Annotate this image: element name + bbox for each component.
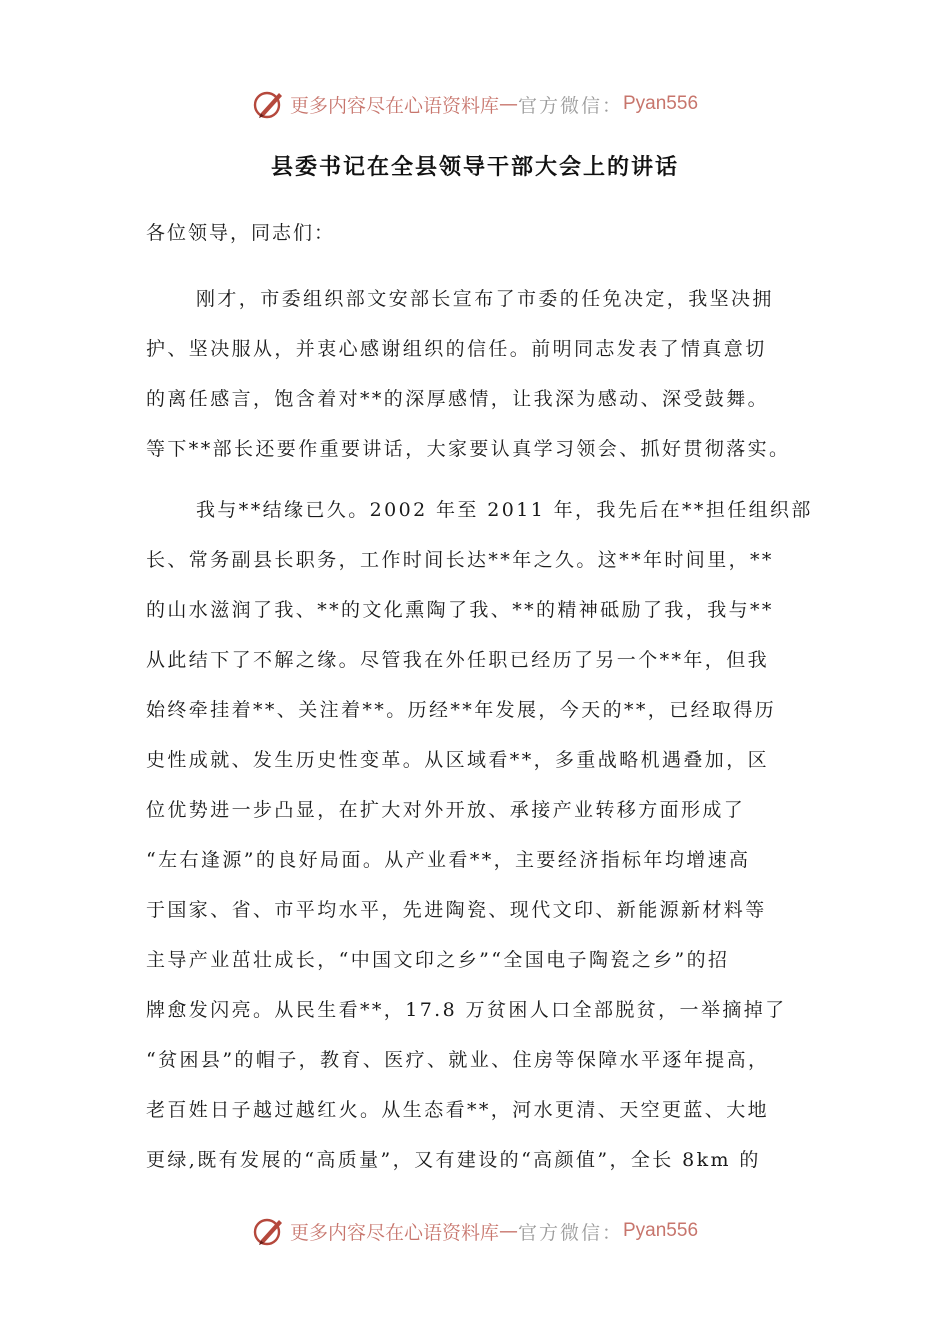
official-label: 官方微信： (517, 94, 623, 117)
paragraph-line: 等下**部长还要作重要讲话，大家要认真学习领会、抓好贯彻落实。 (146, 438, 791, 460)
banner-separator: — (498, 93, 518, 115)
pen-logo-icon (252, 1214, 286, 1248)
paragraph-line: 老百姓日子越过越红火。从生态看**，河水更清、天空更蓝、大地 (146, 1099, 770, 1121)
paragraph-1 (146, 274, 806, 474)
paragraph-line: 护、坚决服从，并衷心感谢组织的信任。前明同志发表了情真意切 (146, 338, 767, 360)
pen-logo-icon (252, 87, 286, 121)
paragraph-line: “贫困县”的帽子，教育、医疗、就业、住房等保障水平逐年提高， (146, 1049, 770, 1071)
paragraph-line: 牌愈发闪亮。从民生看**，17.8 万贫困人口全部脱贫，一举摘掉了 (146, 999, 787, 1021)
paragraph-line: 更绿,既有发展的“高质量”，又有建设的“高颜值”，全长 8km 的 (146, 1149, 761, 1171)
paragraph-line: 从此结下了不解之缘。尽管我在外任职已经历了另一个**年，但我 (146, 649, 770, 671)
footer-banner (0, 1211, 950, 1251)
salutation: 各位领导，同志们： (146, 222, 336, 244)
paragraph-line: 主导产业茁壮成长，“中国文印之乡”“全国电子陶瓷之乡”的招 (146, 949, 730, 971)
paragraph-line: 于国家、省、市平均水平，先进陶瓷、现代文印、新能源新材料等 (146, 899, 767, 921)
wechat-handle: Pyan556 (623, 93, 699, 114)
page-title: 县委书记在全县领导干部大会上的讲话 (270, 155, 679, 180)
paragraph-line: 长、常务副县长职务，工作时间长达**年之久。这**年时间里，** (146, 549, 774, 571)
paragraph-line: 我与**结缘已久。2002 年至 2011 年，我先后在**担任组织部 (196, 499, 813, 521)
brand-text: 更多内容尽在心语资料库 (289, 1221, 499, 1244)
wechat-handle: Pyan556 (623, 1220, 699, 1241)
paragraph-line: 的山水滋润了我、**的文化熏陶了我、**的精神砥励了我，我与** (146, 599, 774, 621)
paragraph-line: “左右逢源”的良好局面。从产业看**，主要经济指标年均增速高 (146, 849, 751, 871)
brand-text: 更多内容尽在心语资料库 (289, 94, 499, 117)
paragraph-line: 的离任感言，饱含着对**的深厚感情，让我深为感动、深受鼓舞。 (146, 388, 770, 410)
paragraph-line: 始终牵挂着**、关注着**。历经**年发展，今天的**，已经取得历 (146, 699, 777, 721)
paragraph-2 (146, 485, 813, 1185)
paragraph-line: 史性成就、发生历史性变革。从区域看**，多重战略机遇叠加，区 (146, 749, 770, 771)
banner-separator: — (498, 1220, 518, 1242)
header-banner (0, 84, 950, 124)
paragraph-line: 位优势进一步凸显，在扩大对外开放、承接产业转移方面形成了 (146, 799, 746, 821)
paragraph-line: 刚才，市委组织部文安部长宣布了市委的任免决定，我坚决拥 (196, 288, 774, 310)
official-label: 官方微信： (517, 1221, 623, 1244)
